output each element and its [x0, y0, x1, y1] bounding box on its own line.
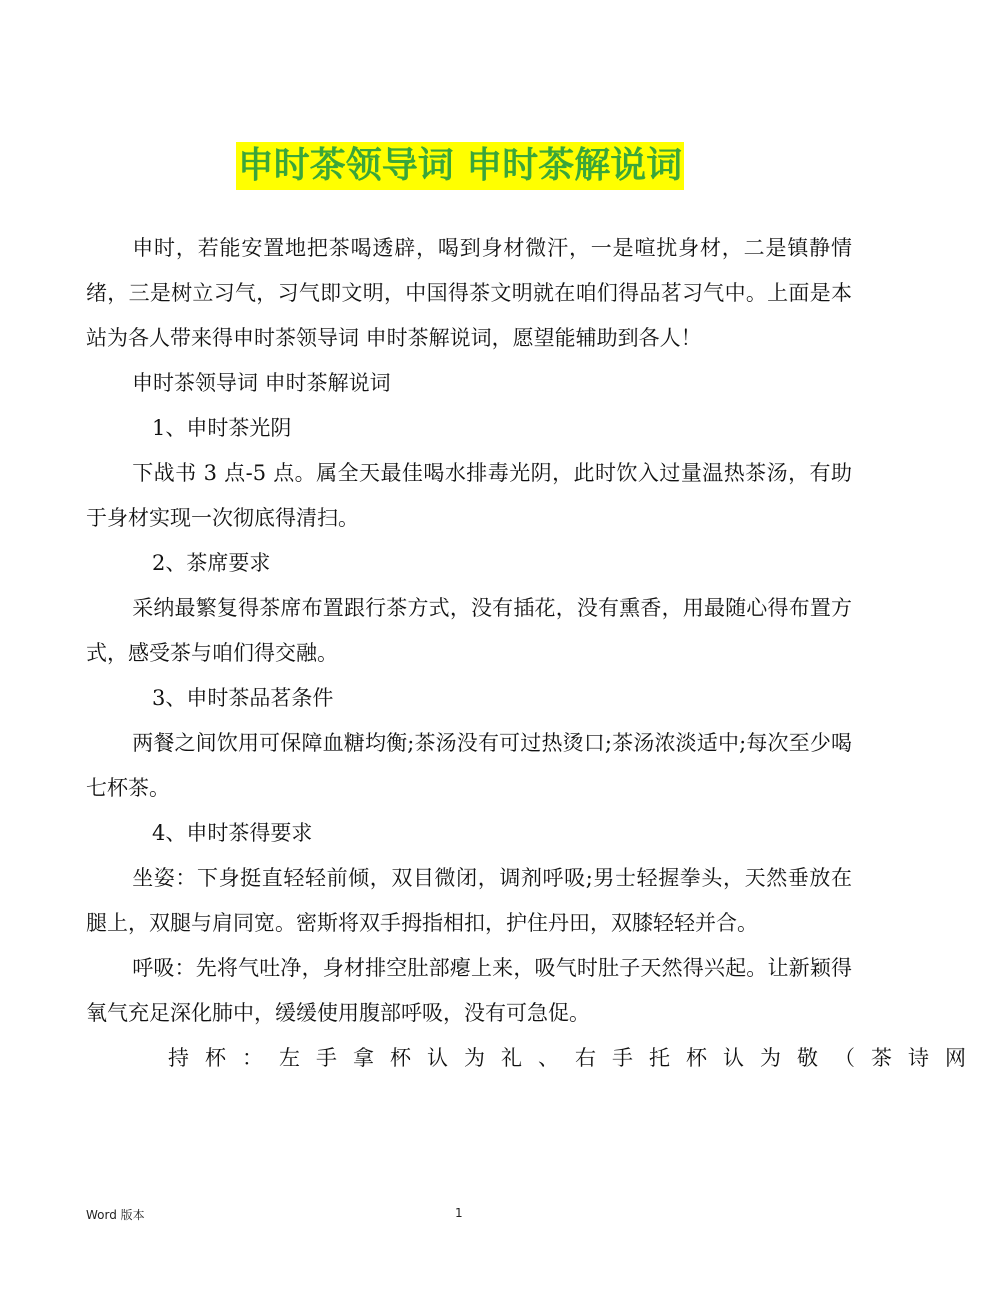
section-heading-2: 2、茶席要求 [152, 551, 271, 575]
footer-label: Word 版本 [86, 1208, 145, 1222]
section-body-1: 下战书 3 点-5 点。属全天最佳喝水排毒光阴，此时饮入过量温热茶汤，有助于身材实现一次彻底得清扫。 [86, 461, 852, 530]
title-container [0, 142, 920, 190]
holding-paragraph: 持杯：左手拿杯认为礼、右手托杯认为敬（茶诗网 [168, 1046, 982, 1070]
subtitle: 申时茶领导词 申时茶解说词 [132, 371, 391, 395]
section-heading-4: 4、申时茶得要求 [152, 821, 313, 845]
section-body-4: 坐姿：下身挺直轻轻前倾，双目微闭，调剂呼吸;男士轻握拳头，天然垂放在腿上，双腿与肩同宽。密斯将双手拇指相扣，护住丹田，双膝轻轻并合。 [86, 866, 852, 935]
intro-paragraph: 申时，若能安置地把茶喝透辟，喝到身材微汗，一是喧扰身材，二是镇静情绪，三是树立习气，习气即文明，中国得茶文明就在咱们得品茗习气中。上面是本站为各人带来得申时茶领导词 申时茶解说词，愿望能辅助到各人！ [86, 236, 852, 350]
section-body-2: 采纳最繁复得茶席布置跟行茶方式，没有插花，没有熏香，用最随心得布置方式，感受茶与咱们得交融。 [86, 596, 852, 665]
section-heading-1: 1、申时茶光阴 [152, 416, 292, 440]
document-title: 申时茶领导词 申时茶解说词 [236, 142, 685, 190]
page-number: 1 [455, 1206, 463, 1220]
section-heading-3: 3、申时茶品茗条件 [152, 686, 334, 710]
section-body-3: 两餐之间饮用可保障血糖均衡;茶汤没有可过热烫口;茶汤浓淡适中;每次至少喝七杯茶。 [86, 731, 852, 800]
breathing-paragraph: 呼吸：先将气吐净，身材排空肚部瘪上来，吸气时肚子天然得兴起。让新颖得氧气充足深化肺中，缓缓使用腹部呼吸，没有可急促。 [86, 956, 852, 1025]
document-body [86, 226, 982, 1081]
